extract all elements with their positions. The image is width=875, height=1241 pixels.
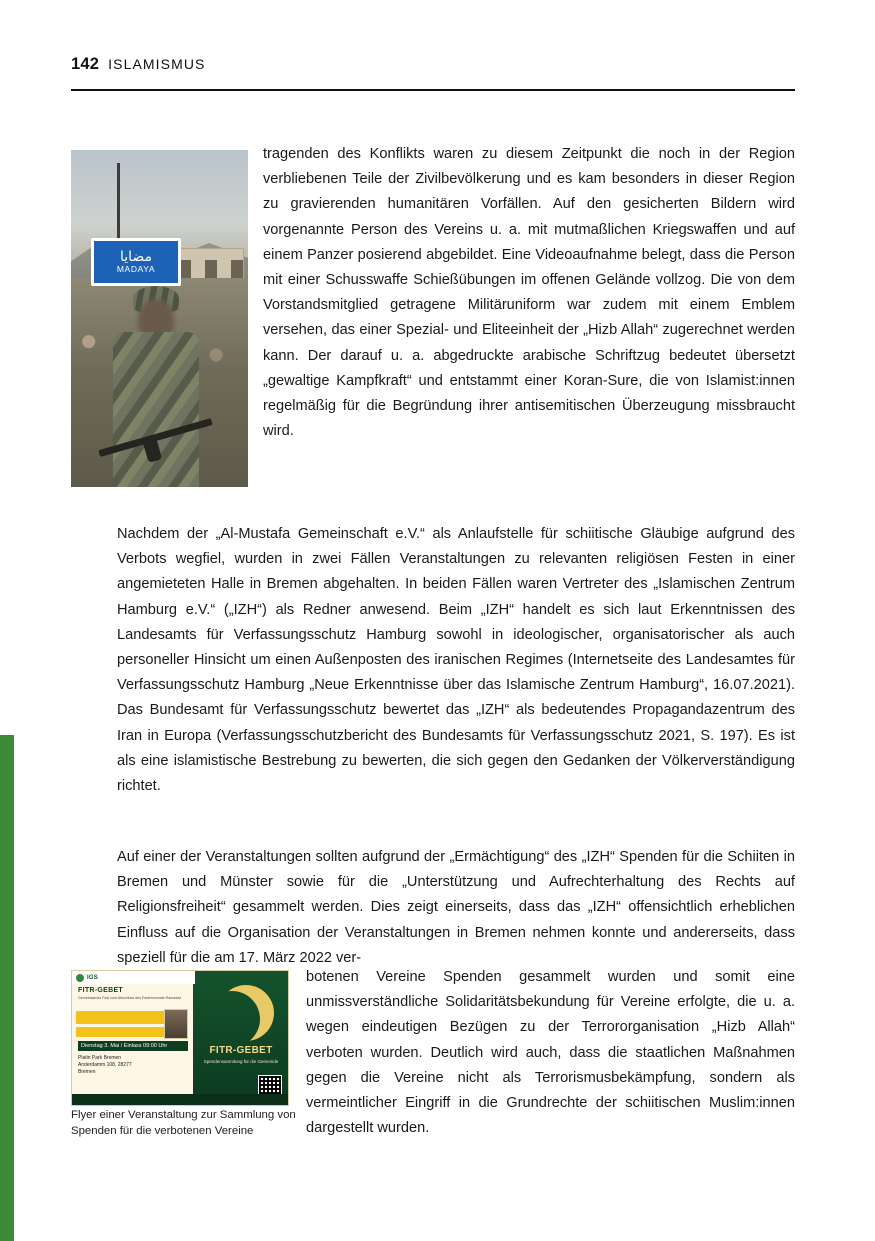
page-number: 142 <box>71 55 100 73</box>
flyer-subtitle: Gemeinsames Fest zum Abschluss des Fastenmonats Ramadan <box>78 996 182 1000</box>
page-header <box>71 55 795 74</box>
figure-flyer <box>71 970 289 1106</box>
figure-caption: Flyer einer Veranstaltung zur Sammlung von Spenden für die verbotenen Vereine <box>71 1109 296 1137</box>
flyer-footer-bar <box>72 1094 288 1105</box>
figure-madaya-photo <box>71 150 248 487</box>
flyer-right-subtitle: Spendensammlung für die Gemeinde <box>203 1059 279 1064</box>
flyer-speaker-portrait <box>164 1009 188 1039</box>
header-divider <box>71 89 795 91</box>
road-sign-latin-label: MADAYA <box>116 264 156 274</box>
paragraph-2: Nachdem der „Al-Mustafa Gemeinschaft e.V.“ als Anlaufstelle für schiitische Gläubige aufgrund des Verbots wegfiel, wurden in zwei Fällen Veranstaltungen zu relevanten religiösen Festen in einer angemieteten Halle in Bremen abgehalten. In beiden Fällen waren Vertreter des „Islamischen Zentrum Hamburg e.V.“ („IZH“) als Redner anwesend. Beim „IZH“ handelt es sich laut Erkenntnissen des Landesamts für Verfassungsschutz Hamburg sowohl in ideologischer, organisatorischer als auch personeller Hinsicht um einen Außenposten des iranischen Regimes (Internetseite des Landesamtes für Verfassungsschutz Hamburg „Neue Erkenntnisse über das Islamische Zentrum Hamburg“, 16.07.2021). Das Bundesamt für Verfassungsschutz bewertet das „IZH“ als bedeutendes Propagandazentrum des Iran in Europa (Verfassungsschutzbericht des Bundesamts für Verfassungsschutz 2021, S. 197). Es ist als eine islamistische Bestrebung zu bewerten, die sich gegen den Gedanken der Völkerverständigung richtet. <box>117 526 795 795</box>
section-edge-tab <box>0 735 14 1241</box>
flyer-date-label: Dienstag 3. Mai / Einlass 09:00 Uhr <box>81 1043 168 1049</box>
photo-person-uniform <box>113 332 200 487</box>
flyer-right-title: FITR-GEBET <box>209 1045 273 1056</box>
chapter-title: ISLAMISMUS <box>108 56 206 72</box>
paragraph-3: Auf einer der Veranstaltungen sollten aufgrund der „Ermächtigung“ des „IZH“ Spenden für die Schiiten in Bremen und Münster sowie für die „Unterstützung und Aufrechterhaltung des Rechts auf Religionsfreiheit“ gesammelt werden. Dies zeigt einerseits, dass das „IZH“ offensichtlich erheblichen Einfluss auf die Organisation der Veranstaltungen in Bremen nehmen konnte und andererseits, dass speziell für die am 17. März 2022 ver- <box>117 849 795 966</box>
flyer-logo-label: IGS <box>87 974 98 981</box>
flyer-date-bar <box>78 1041 188 1051</box>
road-sign-arabic-label: مضايا <box>119 249 153 265</box>
photo-person <box>92 278 219 487</box>
paragraph-3-continued: botenen Vereine Spenden gesammelt wurden und somit eine unmissverständliche Solidaritätsbekundung für Vereine erfolgte, die u. a. wegen eindeutigen Bezügen zu der Terrororganisation „Hizb Allah“ verboten wurden. Deutlich wird auch, dass die staatlichen Maßnahmen gegen die Vereine nicht als Terrorismusbekämpfung, sondern als vermeintlicher Eingriff in die Grundrechte der schiitischen Muslim:innen dargestellt wurden. <box>306 969 795 1137</box>
paragraph-1: tragenden des Konflikts waren zu diesem Zeitpunkt die noch in der Region verbliebenen Teile der Zivilbevölkerung und es kam besonders in dieser Region zu gravierenden humanitären Vorfällen. Auf den gesicherten Bildern wird vorgenannte Person des Vereins u. a. mit mutmaßlichen Kriegswaffen und auf einem Panzer posierend abgebildet. Eine Videoaufnahme belegt, dass die Person mit einer Schusswaffe Schießübungen im offenen Gelände vollzog. Die von dem Vorstandsmitglied getragene Militäruniform war zudem mit einem Emblem versehen, das einer Spezial- und Eliteeinheit der „Hizb Allah“ zugerechnet werden kann. Der darauf u. a. abgedruckte arabische Schriftzug bedeutet übersetzt „gewaltige Kampfkraft“ und entstammt einer Koran-Sure, die von Islamist:innen regelmäßig für die Begründung ihrer antisemitischen Überzeugung missbraucht wird. <box>263 146 795 440</box>
flyer-title: FITR-GEBET <box>78 987 123 994</box>
flyer-logo-band <box>72 971 195 984</box>
flyer-address: Platin Park Bremen Arsterdamm 108, 28277 Bremen <box>78 1055 132 1075</box>
igs-logo-icon <box>76 974 84 982</box>
crescent-moon-icon <box>218 985 274 1041</box>
